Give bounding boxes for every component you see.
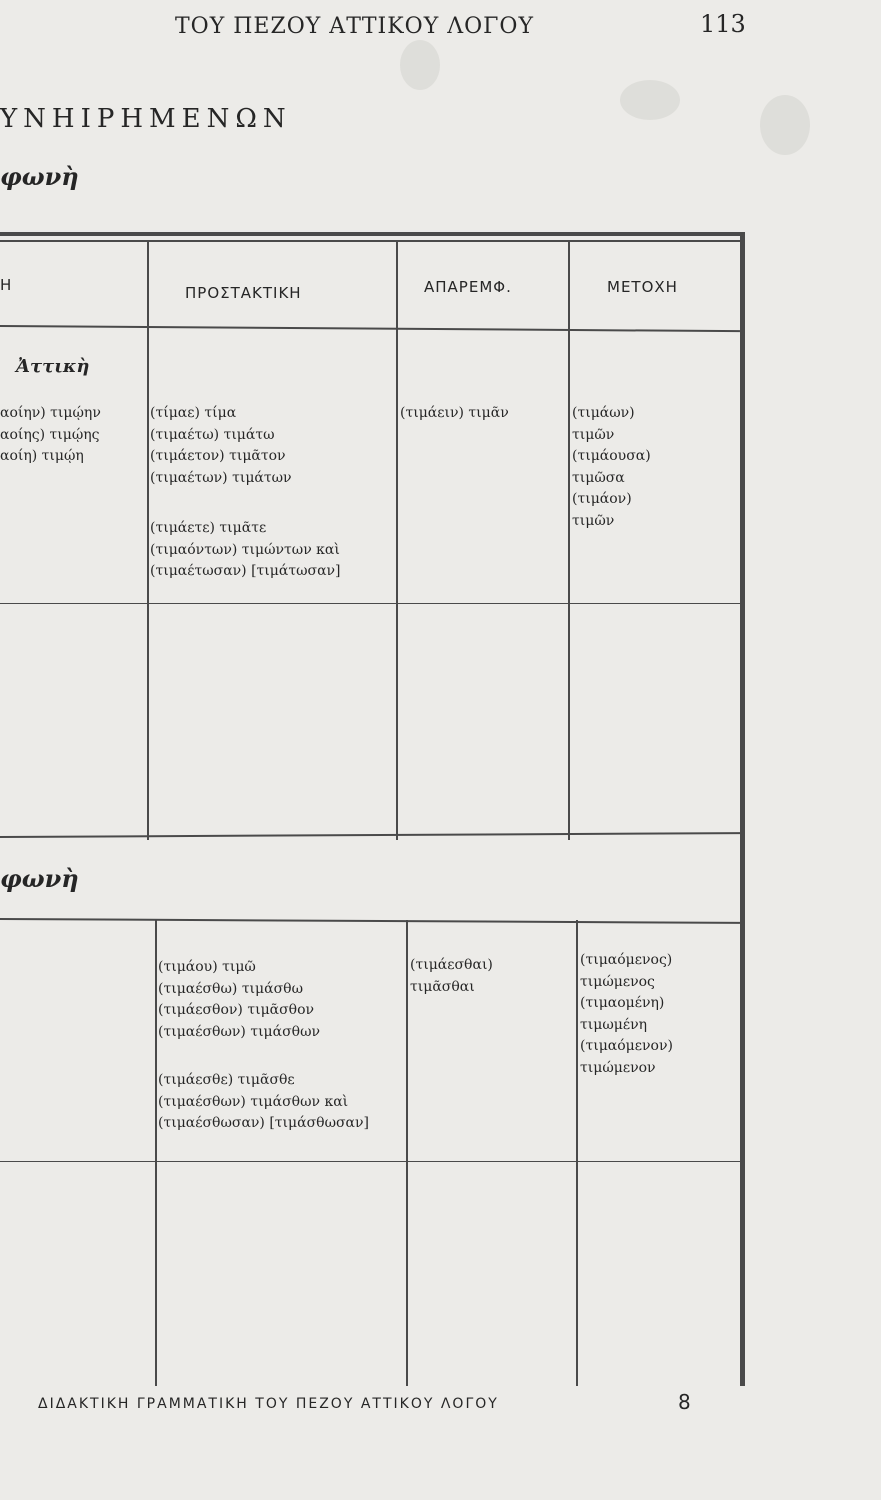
active-voice-label: φωνὴ: [0, 162, 79, 191]
participle-line: τιμώμενον: [580, 1059, 656, 1076]
col-divider-2: [396, 242, 398, 840]
participle-line: (τιμάων): [572, 405, 635, 421]
imperative-line: (τιμάετον) τιμᾶτον: [150, 448, 286, 464]
imperative-line: (τιμάεσθε) τιμᾶσθε: [158, 1072, 295, 1088]
col-divider-3: [568, 242, 570, 840]
participle-line: (τιμάον): [572, 491, 632, 507]
infinitive-line: τιμᾶσθαι: [410, 978, 475, 995]
passive-imperative-2: [158, 1070, 369, 1135]
imperative-line: (τιμαέτωσαν) [τιμάτωσαν]: [150, 563, 341, 579]
footer-page-number: 8: [678, 1390, 691, 1414]
header-row-rule: [0, 325, 740, 332]
imperative-line: (τιμάετε) τιμᾶτε: [150, 520, 267, 536]
table-top-rule-thin: [0, 240, 745, 242]
col-header-fragment: Η: [0, 276, 13, 294]
active-imperative-1: [150, 403, 292, 489]
passive-infinitive: [410, 955, 493, 998]
participle-line: (τιμαόμενος): [580, 952, 673, 968]
table-top-rule: [0, 232, 745, 236]
imperative-line: (τιμαέτων) τιμάτων: [150, 469, 292, 486]
imperative-line: (τιμαέσθωσαν) [τιμάσθωσαν]: [158, 1115, 369, 1131]
infinitive-line: (τιμάειν) τιμᾶν: [400, 405, 509, 421]
participle-line: (τιμάουσα): [572, 448, 651, 464]
active-participle: [572, 403, 651, 532]
imperative-line: (τιμαέσθω) τιμάσθω: [158, 980, 304, 997]
participle-line: τιμῶν: [572, 426, 615, 443]
col-divider-1: [147, 242, 149, 840]
col-header-imperative: ΠΡΟΣΤΑΚΤΙΚΗ: [185, 284, 302, 302]
col-header-participle: ΜΕΤΟΧΗ: [607, 278, 678, 296]
optative-line: αοίη) τιμῴη: [0, 448, 84, 464]
participle-line: τιμῶν: [572, 512, 615, 529]
passive-participle: [580, 950, 673, 1079]
participle-line: τιμώμενος: [580, 973, 655, 990]
table-right-border: [740, 236, 745, 1386]
imperative-line: (τιμάου) τιμῶ: [158, 959, 256, 975]
passive-voice-label: φωνὴ: [0, 864, 79, 893]
infinitive-line: (τιμάεσθαι): [410, 957, 493, 973]
running-header: ΤΟΥ ΠΕΖΟΥ ΑΤΤΙΚΟΥ ΛΟΓΟΥ: [175, 14, 534, 39]
participle-line: (τιμαομένη): [580, 995, 665, 1011]
col-divider-5: [406, 920, 408, 1386]
dialect-label: Ἀττικὴ: [16, 356, 90, 377]
participle-line: τιμῶσα: [572, 469, 625, 486]
imperative-line: (τιμαόντων) τιμώντων καὶ: [150, 541, 340, 558]
optative-line: αοίης) τιμῴης: [0, 426, 100, 443]
footer-title: ΔΙΔΑΚΤΙΚΗ ΓΡΑΜΜΑΤΙΚΗ ΤΟΥ ΠΕΖΟΥ ΑΤΤΙΚΟΥ ΛΟΓΟΥ: [38, 1396, 499, 1412]
col-divider-4: [155, 920, 157, 1386]
imperative-line: (τιμαέτω) τιμάτω: [150, 426, 275, 443]
col-header-infinitive: ΑΠΑΡΕΜΦ.: [424, 278, 512, 296]
page-number: 113: [700, 10, 746, 38]
passive-imperative-1: [158, 957, 320, 1043]
imperative-line: (τιμάεσθον) τιμᾶσθον: [158, 1002, 315, 1018]
optative-line: αοίην) τιμῴην: [0, 405, 101, 421]
participle-line: τιμωμένη: [580, 1016, 647, 1033]
col-divider-6: [576, 920, 578, 1386]
participle-line: (τιμαόμενον): [580, 1038, 673, 1054]
active-infinitive: [400, 403, 509, 425]
active-imperative-2: [150, 518, 341, 583]
active-row-rule: [0, 603, 740, 604]
section-title: ΥΝΗΙΡΗΜΕΝΩΝ: [0, 104, 292, 134]
imperative-line: (τιμαέσθων) τιμάσθων καὶ: [158, 1093, 349, 1110]
imperative-line: (τιμαέσθων) τιμάσθων: [158, 1023, 321, 1040]
active-section-rule: [0, 832, 740, 837]
imperative-line: (τίμαε) τίμα: [150, 405, 237, 421]
passive-row-rule: [0, 1161, 740, 1162]
passive-header-rule: [0, 918, 740, 923]
active-optative: [0, 403, 101, 468]
